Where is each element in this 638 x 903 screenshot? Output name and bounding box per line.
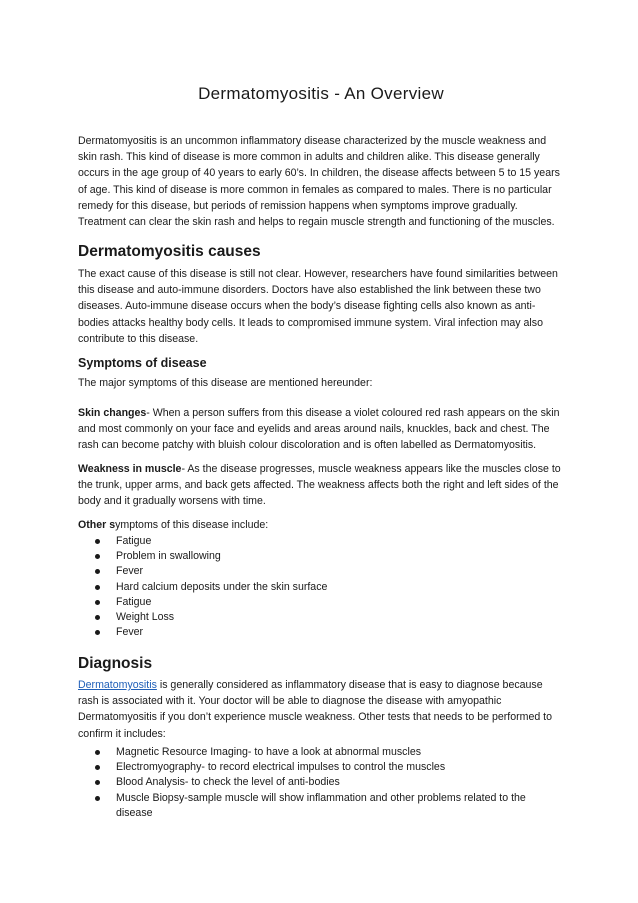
list-item: Blood Analysis- to check the level of anti-bodies — [78, 775, 564, 790]
list-item: Problem in swallowing — [78, 549, 327, 564]
weakness-paragraph — [78, 461, 564, 510]
bullet-icon — [95, 554, 100, 559]
causes-paragraph: The exact cause of this disease is still not clear. However, researchers have found similarities between this disease and auto-immune disorders. Doctors have also established the link between these two diseases. Auto-immune disease occurs when the body’s disease fighting cells also known as anti-bodies attacks healthy body cells. It leads to compromised immune system. Viral infection may also contribute to this disease. — [78, 268, 558, 345]
page-title: Dermatomyositis - An Overview — [198, 84, 444, 103]
intro-paragraph: Dermatomyositis is an uncommon inflammatory disease characterized by the muscle weakness and skin rash. This kind of disease is more common in adults and children alike. This disease generally occurs in the age group of 40 years to early 60’s. In children, the disease affects between 5 to 15 years of age. This kind of disease is more common in females as compared to males. There is no particular remedy for this disease, but periods of remission happens when symptoms improve gradually. Treatment can clear the skin rash and helps to regain muscle strength and functioning of the muscles. — [78, 135, 560, 229]
bullet-icon — [95, 750, 100, 755]
weakness-text: - As the disease progresses, muscle weakness appears like the muscles close to the trunk, upper arms, and back gets affected. The weakness affects both the right and left sides of the body and it gradually worsens with time. — [78, 463, 561, 508]
diagnosis-heading: Diagnosis — [78, 655, 153, 672]
bullet-icon — [95, 630, 100, 635]
other-symptoms-text: ymptoms of this disease include: — [115, 519, 269, 531]
list-item: Weight Loss — [78, 610, 327, 625]
list-item: Magnetic Resource Imaging- to have a look at abnormal muscles — [78, 745, 564, 760]
list-item: Hard calcium deposits under the skin surface — [78, 580, 327, 595]
list-item: Fatigue — [78, 595, 327, 610]
list-item: Fatigue — [78, 534, 327, 549]
bullet-icon — [95, 615, 100, 620]
symptoms-heading: Symptoms of disease — [78, 356, 207, 370]
skin-changes-text: - When a person suffers from this disease a violet coloured red rash appears on the skin and most commonly on your face and eyelids and areas around nails, knuckles, back and chest. The rash can become patchy with bluish colour discoloration and is often labelled as Dermatomyositis. — [78, 407, 560, 452]
causes-heading: Dermatomyositis causes — [78, 243, 261, 260]
diagnosis-text: is generally considered as inflammatory disease that is easy to diagnose because rash is associated with it. Your doctor will be able to diagnose the disease with amyopathic Dermatomyositis if you don’t experience muscle weakness. Other tests that needs to be performed to confirm it includes: — [78, 679, 553, 740]
other-symptoms-intro — [78, 517, 564, 533]
list-item: Fever — [78, 625, 327, 640]
symptoms-list — [78, 534, 327, 640]
bullet-icon — [95, 569, 100, 574]
other-symptoms-bold: Other s — [78, 519, 116, 531]
dermatomyositis-link[interactable]: Dermatomyositis — [78, 679, 157, 691]
bullet-icon — [95, 600, 100, 605]
skin-changes-paragraph — [78, 405, 564, 454]
bullet-icon — [95, 765, 100, 770]
bullet-icon — [95, 796, 100, 801]
diagnosis-paragraph — [78, 677, 564, 742]
list-item: Electromyography- to record electrical impulses to control the muscles — [78, 760, 564, 775]
weakness-label: Weakness in muscle — [78, 463, 182, 475]
skin-changes-label: Skin changes — [78, 407, 147, 419]
bullet-icon — [95, 585, 100, 590]
symptoms-intro: The major symptoms of this disease are mentioned hereunder: — [78, 377, 373, 389]
list-item: Fever — [78, 564, 327, 579]
list-item: Muscle Biopsy-sample muscle will show inflammation and other problems related to the disease — [78, 791, 564, 821]
bullet-icon — [95, 539, 100, 544]
tests-list — [78, 745, 564, 821]
bullet-icon — [95, 780, 100, 785]
